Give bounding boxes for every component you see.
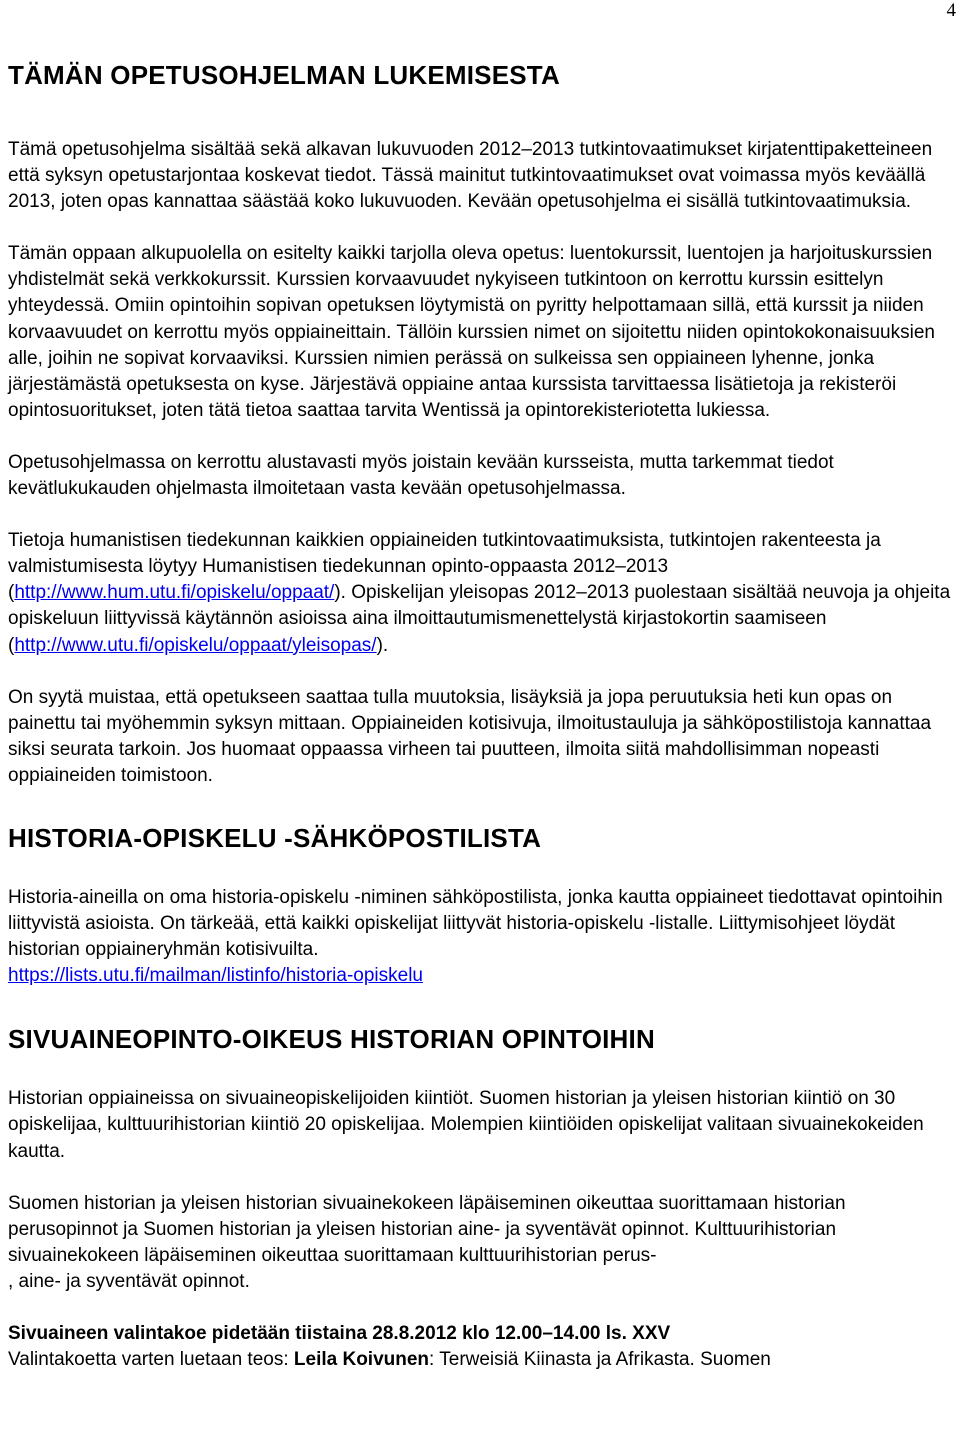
section-title-sivuaineopinto: SIVUAINEOPINTO-OIKEUS HISTORIAN OPINTOIHIN [8, 1024, 655, 1055]
page-number: 4 [946, 0, 956, 21]
paragraph-text: Valintakoetta varten luetaan teos: [8, 1349, 294, 1371]
intro-paragraph-4 [8, 528, 952, 658]
paragraph-text: ). Opiskelijan yleisopas 2012–2013 puolestaan sisältää neuvoja ja ohjeita opiskeluun liittyvissä käytännön asioissa aina ilmoittautumismenettelystä kirjastokortin saamiseen ( [8, 582, 951, 656]
intro-paragraph-2: Tämän oppaan alkupuolella on esitelty kaikki tarjolla oleva opetus: luentokurssit, luentojen ja harjoituskurssien yhdistelmät sekä verkkokurssit. Kurssien korvaavuudet nykyiseen tutkintoon on kerrottu kurssin esittelyn yhteydessä. Omiin opintoihin sopivan opetuksen löytymistä on pyritty helpottamaan sillä, että kurssit ja niiden korvaavuudet on kerrottu myös oppiaineittain. Tällöin kurssien nimet on sijoitettu niiden opintokokonaisuuksien alle, joihin ne sopivat korvaaviksi. Kurssien nimien perässä on sulkeissa sen oppiaineen lyhenne, jonka järjestämästä opetuksesta on kyse. Järjestävä oppiaine antaa kurssista tarvittaessa lisätietoja ja rekisteröi opintosuoritukset, joten tätä tietoa saattaa tarvita Wentissä ja opintorekisteriotetta lukiessa. [8, 243, 935, 421]
intro-paragraph-1: Tämä opetusohjelma sisältää sekä alkavan lukuvuoden 2012–2013 tutkintovaatimukset kirjatenttipaketteineen että syksyn opetustarjontaa koskevat tiedot. Tässä mainitut tutkintovaatimukset ovat voimassa myös keväällä 2013, joten opas kannattaa säästää koko lukuvuoden. Kevään opetusohjelma ei sisällä tutkintovaatimuksia. [8, 139, 933, 213]
author-name: Leila Koivunen [293, 1349, 430, 1371]
mailing-list-link[interactable]: https://lists.utu.fi/mailman/listinfo/historia-opiskelu [8, 965, 423, 987]
paragraph-text: ). [376, 634, 389, 656]
quota-paragraph: Historian oppiaineissa on sivuaineopiskelijoiden kiintiöt. Suomen historian ja yleisen historian kiintiö on 30 opiskelijaa, kulttuurihistorian kiintiö 20 opiskelijaa. Molempien kiintiöiden opiskelijat valitaan sivuainekokeiden kautta. [8, 1088, 924, 1162]
paragraph-text: Historia-aineilla on oma historia-opiskelu -niminen sähköpostilista, jonka kautta oppiaineet tiedottavat opintoihin liittyvistä asioista. On tärkeää, että kaikki opiskelijat liittyvät historia-opiskelu -listalle. Liittymisohjeet löydät historian oppiaineryhmän kotisivuilta. [8, 886, 943, 961]
intro-paragraph-5: On syytä muistaa, että opetukseen saattaa tulla muutoksia, lisäyksiä ja jopa peruutuksia heti kun opas on painettu tai myöhemmin syksyn mittaan. Oppiaineiden kotisivuja, ilmoitustauluja ja sähköpostilistoja kannattaa siksi seurata tarkoin. Jos huomaat oppaassa virheen tai puutteen, ilmoita siitä mahdollisimman nopeasti oppiaineiden toimistoon. [8, 686, 932, 786]
paragraph-text: Tietoja humanistisen tiedekunnan kaikkien oppiaineiden tutkintovaatimuksista, tutkintojen rakenteesta ja valmistumisesta löytyy Humanistisen tiedekunnan opinto-oppaasta 2012–2013 ( [8, 530, 881, 604]
paragraph-text: Suomen historian ja yleisen historian sivuainekokeen läpäiseminen oikeuttaa suorittamaan historian perusopinnot ja Suomen historian ja yleisen historian aine- ja syventävät opinnot. Kulttuurihistorian sivuainekokeen läpäiseminen oikeuttaa suorittamaan kulttuurihistorian perus- [8, 1192, 846, 1266]
section-title-sahkopostilista: HISTORIA-OPISKELU -SÄHKÖPOSTILISTA [8, 822, 542, 853]
yleisopas-link[interactable]: http://www.utu.fi/opiskelu/oppaat/yleisopas/ [14, 634, 377, 656]
entrance-rights-paragraph [8, 1191, 952, 1295]
exam-date-line: Sivuaineen valintakoe pidetään tiistaina 28.8.2012 klo 12.00–14.00 ls. XXV [8, 1323, 671, 1344]
paragraph-text: : Terweisiä Kiinasta ja Afrikasta. Suomen [429, 1349, 771, 1371]
reading-list-line [8, 1347, 952, 1373]
intro-paragraph-3: Opetusohjelmassa on kerrottu alustavasti myös joistain kevään kursseista, mutta tarkemmat tiedot kevätlukukauden ohjelmasta ilmoitetaan vasta kevään opetusohjelmassa. [8, 451, 834, 500]
section-title-opetusohjelma: TÄMÄN OPETUSOHJELMAN LUKEMISESTA [8, 60, 560, 90]
paragraph-text: , aine- ja syventävät opinnot. [8, 1270, 250, 1292]
mailing-list-paragraph [8, 885, 952, 989]
opinto-opas-link[interactable]: http://www.hum.utu.fi/opiskelu/oppaat/ [14, 582, 335, 604]
page-content [8, 60, 952, 1373]
